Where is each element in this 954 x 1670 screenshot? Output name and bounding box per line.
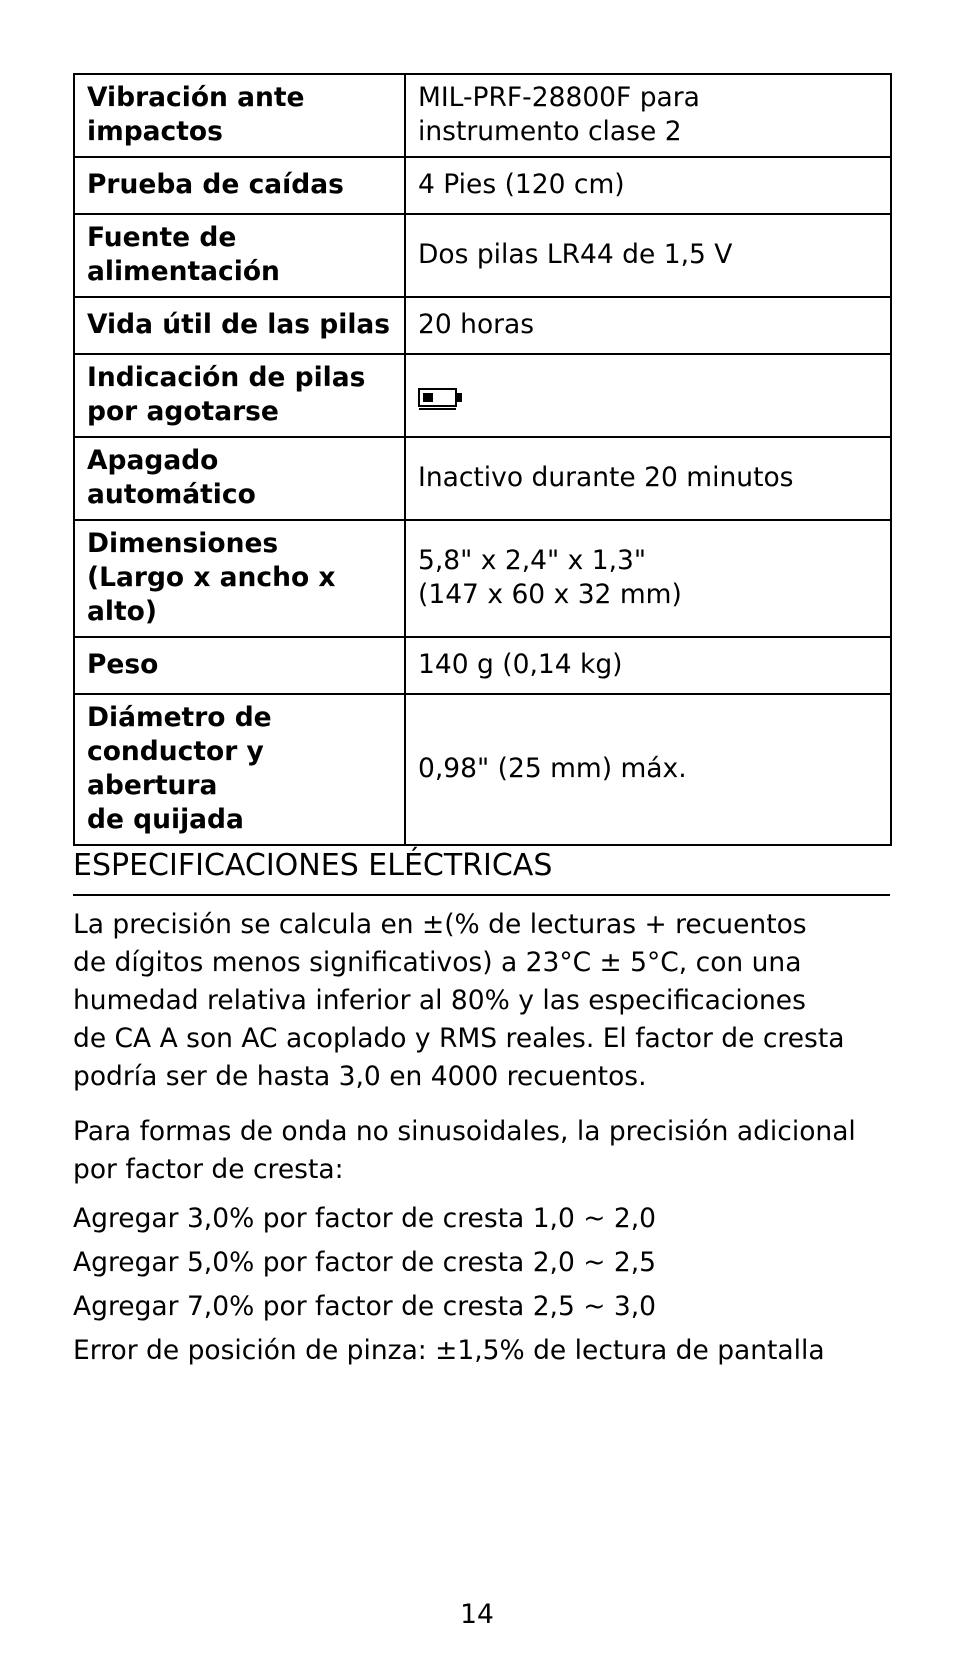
spec-label: Prueba de caídas [74,157,405,214]
low-battery-icon [418,385,464,407]
spec-label: Dimensiones (Largo x ancho x alto) [74,520,405,637]
spec-value [405,354,891,437]
spec-label: Peso [74,637,405,694]
list-item: Agregar 7,0% por factor de cresta 2,5 ~ 3,0 [73,1291,657,1322]
table-row [74,520,891,637]
spec-value: Inactivo durante 20 minutos [405,437,891,520]
spec-label: Diámetro de conductor y abertura de quijada [74,694,405,845]
spec-value: 0,98" (25 mm) máx. [405,694,891,845]
accuracy-paragraph: La precisión se calcula en ±(% de lecturas + recuentos de dígitos menos significativos) a 23°C ± 5°C, con una humedad relativa inferior al 80% y las especificaciones de CA A son AC acoplado y RMS reales. El factor de cresta podría ser de hasta 3,0 en 4000 recuentos. [73,909,845,1092]
spec-value: MIL-PRF-28800F para instrumento clase 2 [405,74,891,157]
list-item: Error de posición de pinza: ±1,5% de lectura de pantalla [73,1335,825,1366]
spec-value: 5,8" x 2,4" x 1,3" (147 x 60 x 32 mm) [405,520,891,637]
table-row [74,297,891,354]
crest-factor-list [73,1197,903,1373]
crest-factor-paragraph: Para formas de onda no sinusoidales, la precisión adicional por factor de cresta: [73,1116,856,1185]
spec-label: Indicación de pilas por agotarse [74,354,405,437]
spec-label: Vibración ante impactos [74,74,405,157]
spec-value: 20 horas [405,297,891,354]
table-row [74,694,891,845]
table-row [74,354,891,437]
table-row [74,74,891,157]
list-item: Agregar 5,0% por factor de cresta 2,0 ~ 2,5 [73,1247,657,1278]
spec-value: Dos pilas LR44 de 1,5 V [405,214,891,297]
spec-label: Fuente de alimentación [74,214,405,297]
table-row [74,437,891,520]
spec-label: Apagado automático [74,437,405,520]
specifications-table [73,73,892,846]
section-heading: ESPECIFICACIONES ELÉCTRICAS [73,846,890,896]
spec-value: 140 g (0,14 kg) [405,637,891,694]
table-row [74,637,891,694]
spec-value: 4 Pies (120 cm) [405,157,891,214]
table-row [74,214,891,297]
table-row [74,157,891,214]
list-item: Agregar 3,0% por factor de cresta 1,0 ~ 2,0 [73,1203,657,1234]
page-number: 14 [460,1599,494,1630]
spec-label: Vida útil de las pilas [74,297,405,354]
